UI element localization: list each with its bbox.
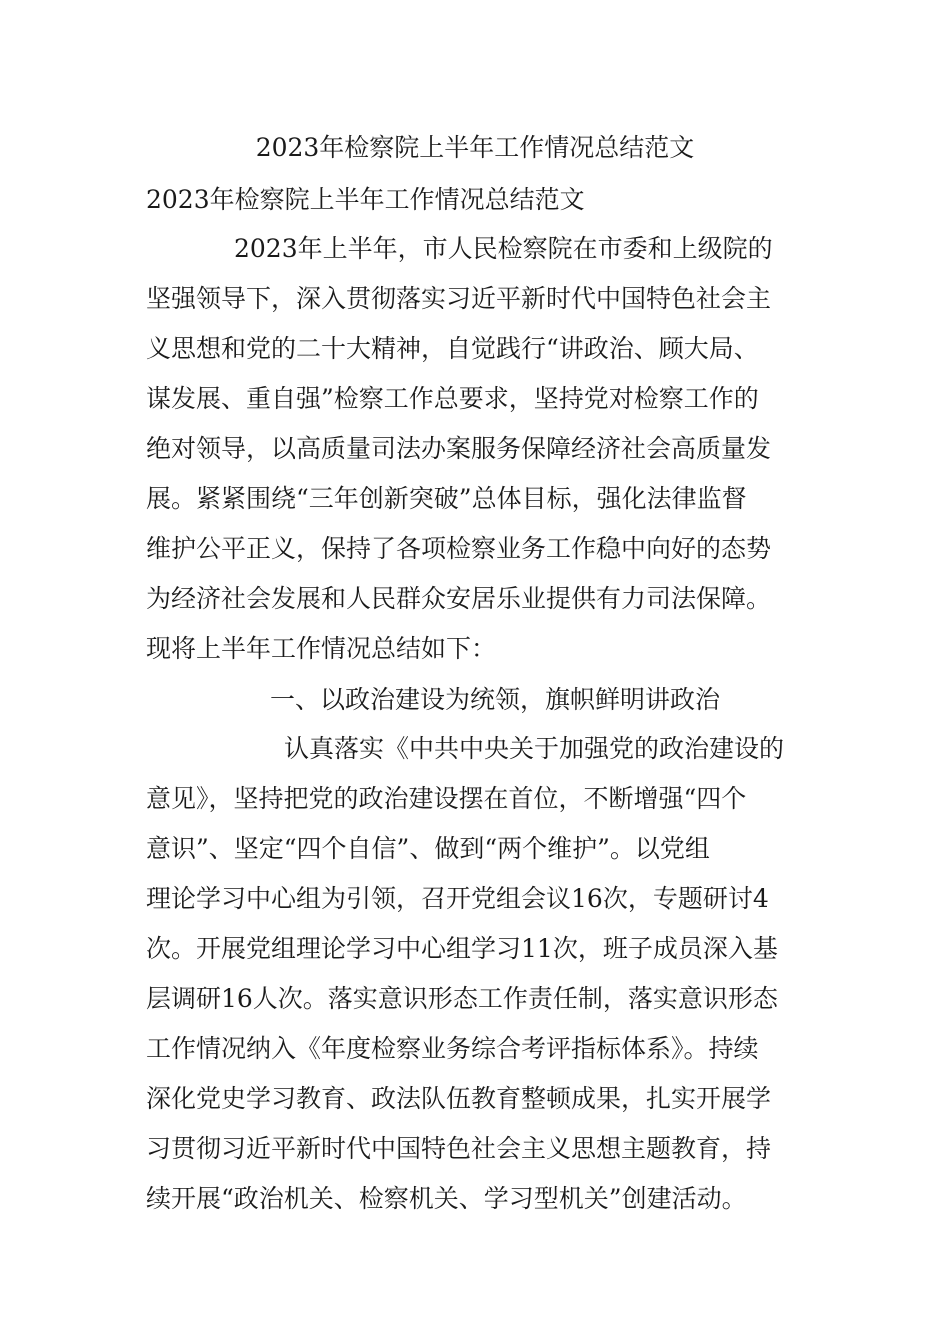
text-line: 续开展“政治机关、检察机关、学习型机关”创建活动。 (146, 1184, 747, 1213)
document-title: 2023年检察院上半年工作情况总结范文 (255, 133, 695, 162)
text-line: 深化党史学习教育、政法队伍教育整顿成果，扎实开展学 (146, 1084, 772, 1113)
text-line: 理论学习中心组为引领，召开党组会议16次，专题研讨4 (146, 884, 769, 913)
text-line: 展。紧紧围绕“三年创新突破”总体目标，强化法律监督 (146, 484, 747, 513)
text-line: 意识”、坚定“四个自信”、做到“两个维护”。以党组 (146, 834, 710, 863)
text-line: 为经济社会发展和人民群众安居乐业提供有力司法保障。 (146, 584, 772, 613)
paragraph-political-building (146, 724, 810, 1224)
text-line: 现将上半年工作情况总结如下： (146, 634, 497, 663)
section-heading: 一、以政治建设为统领，旗帜鲜明讲政治 (269, 685, 720, 714)
text-line: 维护公平正义，保持了各项检察业务工作稳中向好的态势 (146, 534, 772, 563)
paragraph-intro (146, 224, 810, 674)
text-line: 习贯彻习近平新时代中国特色社会主义思想主题教育，持 (146, 1134, 772, 1163)
text-line: 次。开展党组理论学习中心组学习11次，班子成员深入基 (146, 934, 778, 963)
document-subtitle: 2023年检察院上半年工作情况总结范文 (146, 185, 585, 214)
text-line: 工作情况纳入《年度检察业务综合考评指标体系》。持续 (146, 1034, 759, 1063)
text-line: 认真落实《中共中央关于加强党的政治建设的 (284, 734, 785, 763)
text-line: 坚强领导下，深入贯彻落实习近平新时代中国特色社会主 (146, 284, 772, 313)
text-line: 意见》，坚持把党的政治建设摆在首位，不断增强“四个 (146, 784, 747, 813)
text-line: 谋发展、重自强”检察工作总要求，坚持党对检察工作的 (146, 384, 759, 413)
text-line: 2023年上半年，市人民检察院在市委和上级院的 (234, 234, 773, 263)
text-line: 层调研16人次。落实意识形态工作责任制，落实意识形态 (146, 984, 778, 1013)
text-line: 绝对领导，以高质量司法办案服务保障经济社会高质量发 (146, 434, 772, 463)
text-line: 义思想和党的二十大精神，自觉践行“讲政治、顾大局、 (146, 334, 759, 363)
